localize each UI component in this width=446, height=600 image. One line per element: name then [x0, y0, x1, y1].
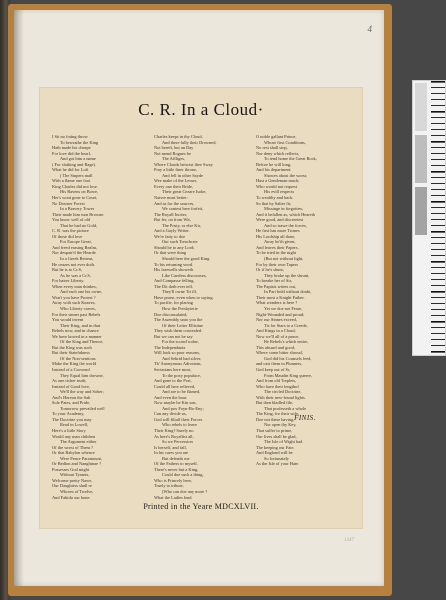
- poem-line: Have prone, even when to saying.: [154, 294, 214, 300]
- poem-line: C. R. was the picture: [52, 228, 89, 234]
- poem-line: And Englond will be: [256, 450, 293, 456]
- poem-line: Whose first Conditions,: [264, 139, 306, 145]
- poem-line: But the King was such: [52, 344, 92, 350]
- poem-line: Nor open thy Key,: [264, 422, 297, 428]
- poem-line: Where Clouds betwixt thee Sway: [154, 161, 213, 167]
- poem-line: And gone to the Port,: [154, 378, 192, 384]
- poem-line: And even the boar.: [154, 394, 188, 400]
- poem-line: Hast a Gentleman much;: [256, 178, 300, 184]
- poem-line: Should be to any Lord;: [154, 244, 195, 250]
- gray-patch: [415, 135, 427, 183]
- poem-line: O noble gallant Prince,: [256, 134, 297, 139]
- poem-line: And Fabidu our hone.: [52, 494, 91, 500]
- poem-line: The Isle of Wight had: [264, 439, 303, 445]
- poem-line: What he did for Loft: [52, 167, 89, 173]
- poem-line: Of the King and Thence,: [60, 339, 104, 345]
- broadside-title: C. R. In a Cloud·: [138, 100, 264, 119]
- poem-line: Of those did love: [52, 233, 83, 239]
- poem-line: In a Greek Retreat,: [60, 256, 94, 262]
- poem-line: To breake her of Sir,: [256, 278, 292, 284]
- poem-line: Instead of a Crowned: [52, 366, 90, 372]
- poem-line: His evill respects: [264, 189, 295, 195]
- poem-line: And got him a name: [60, 156, 96, 162]
- scanned-page: [14, 10, 384, 586]
- poem-line: Who rebels to leave: [162, 422, 197, 428]
- poem-line: The Posty, or else Kir,: [162, 222, 202, 228]
- poem-line: Rebels now, and in chance: [52, 328, 99, 334]
- poem-line: To bewrathe the King: [60, 139, 99, 145]
- poem-line: In a Bravery Tower: [60, 206, 95, 212]
- poem-line: And there fully their Drowned,: [162, 139, 217, 145]
- poem-line: With a flame one foot: [52, 178, 91, 184]
- poem-line: His Lordship all done,: [256, 233, 296, 239]
- poem-line: Every one their Bride,: [154, 183, 194, 189]
- poem-line: Missinge in forgotten,: [264, 206, 303, 212]
- poem-line: What wonders is here ?: [256, 300, 298, 306]
- poem-line: They broke up the shrunt,: [264, 272, 310, 278]
- poem-line: The Dit doth ever tell,: [154, 283, 193, 289]
- poem-line: The King, for their wife,: [256, 411, 300, 417]
- poem-line: Welcome pretty Nawe,: [52, 477, 93, 483]
- poem-line: Can any divide us,: [154, 411, 187, 417]
- poem-line: and cast them in Plunners,: [256, 361, 303, 367]
- poem-line: And leaves their Papers.: [256, 244, 299, 250]
- poem-line: And fell in other Sayde: [162, 172, 203, 178]
- poem-line: Showes about the worst;: [264, 172, 308, 178]
- poem-line: The circled Doctrine,: [264, 389, 302, 395]
- broadside-sheet: [40, 88, 362, 528]
- poem-line: For love did the hearl,: [52, 150, 91, 156]
- poem-line: ( For sluthing and Rage).: [52, 161, 97, 167]
- poem-line: Hath made his cheape: [52, 145, 91, 151]
- poem-line: The Doctrine you may: [52, 416, 92, 422]
- poem-line: Would any man children: [52, 433, 96, 439]
- poem-line: Whores of Twelve,: [60, 489, 94, 494]
- poem-line: Natvre must better:: [154, 195, 188, 201]
- scale-ruler: [412, 80, 446, 356]
- poem-line: The Affliges,: [162, 156, 186, 162]
- poem-line: We have bowed in a manner: [52, 333, 102, 339]
- poem-line: They Equal him drowne,: [60, 372, 104, 378]
- poem-line: For the scrawl todav,: [162, 339, 199, 345]
- poem-line: We'll the way and Sober;: [60, 389, 104, 395]
- poem-line: He first has more Trimes: [256, 228, 300, 234]
- poem-line: Of the worst of Them ?: [52, 444, 94, 450]
- poem-line: Our such Treachcrie: [162, 239, 198, 245]
- poem-line: To pacifie, for placing: [154, 300, 193, 306]
- poem-line: Doe not these having,: [256, 416, 295, 422]
- poem-line: To be tried in the night: [256, 250, 297, 256]
- poem-line: God keep out of Sr,: [256, 366, 291, 372]
- poem-line: Nor despair'd the Hearde: [52, 250, 96, 256]
- poem-line: Nor our Sinnes exceed,: [256, 317, 297, 323]
- poem-line: But we can not be say: [154, 333, 193, 339]
- poem-line: They'll owne Tri ill,: [162, 289, 197, 295]
- poem-line: Their King, and in that: [60, 322, 101, 328]
- poem-line: Or Bedlon and Nanghtnae ?: [52, 461, 102, 467]
- poem-line: Where come bitter shroud,: [256, 350, 303, 356]
- poem-line: Not bereft, but an Day: [154, 145, 194, 151]
- poem-line: ( The Smpers mall: [60, 172, 93, 178]
- poem-line: That professeth a whole: [264, 405, 307, 411]
- poem-line: We contest here forfeit,: [162, 206, 204, 212]
- poem-line: No rest shall stop,: [256, 145, 288, 151]
- poem-line: Who have their lengthof: [256, 383, 299, 389]
- poem-line: But defends me: [162, 455, 190, 461]
- poem-line: To the poxy populace,: [162, 372, 201, 378]
- poem-line: Wee make of the Lesser,: [154, 178, 197, 184]
- poem-line: That suffer to prime,: [256, 427, 293, 433]
- poem-line: To tend home the Great Rock,: [264, 156, 317, 162]
- poem-line: Won't you have Protest ?: [52, 294, 96, 300]
- poem-line: Here's a little Story: [52, 427, 86, 433]
- gray-patch: [415, 187, 427, 235]
- poem-line: Doe disconsulated,: [154, 311, 188, 317]
- poem-line: Be Rebels's which entire,: [264, 339, 309, 345]
- poem-line: This absurd and good,: [256, 344, 296, 350]
- poem-line: Now maybe be Kin son,: [154, 400, 197, 406]
- poem-line: Pray a little finer throne,: [154, 167, 198, 173]
- poem-line: So fortunately: [264, 455, 289, 461]
- poem-line: What the Ladies lend.: [154, 494, 193, 500]
- poem-line: They wish them concealed.: [154, 328, 203, 334]
- poem-line: As one richer truth;: [52, 378, 87, 384]
- poem-line: Could all here relieved,: [154, 383, 196, 389]
- poem-line: God will filtalf their Forces: [154, 416, 203, 422]
- poem-line: And so trawe the forces,: [264, 222, 307, 228]
- poem-line: Away with such Knaves,: [52, 300, 96, 306]
- poem-line: The Independants: [154, 344, 186, 350]
- poem-line: But their Statefulness: [52, 350, 90, 356]
- poem-line: Will look so poor reasons,: [154, 350, 201, 356]
- poem-line: The keeping our Fate.: [256, 444, 295, 450]
- poem-line: And as for the sources,: [154, 200, 195, 206]
- poem-line: Away be'th given,: [264, 239, 296, 245]
- poem-line: And Sebrid had silver,: [162, 355, 202, 361]
- poem-line: His farewells showeth: [154, 267, 194, 273]
- poem-line: And from old Treplets,: [256, 378, 297, 384]
- poem-line: Or that were thing: [154, 250, 187, 256]
- poem-line: Our Daughters shall re: [52, 483, 92, 489]
- imprint-line: Printed in the Yeare MDCXLVII.: [143, 502, 259, 511]
- poem-line: Or if he's shunt,: [256, 267, 284, 273]
- poem-line: King Charles did not lose.: [52, 183, 98, 189]
- poem-line: And Kings in a Cloud;: [256, 328, 296, 334]
- poem-line: Read in Lowell,: [60, 422, 89, 428]
- poem-line: Who Liberty craves,: [60, 305, 96, 311]
- poem-line: For by their own Tapers: [256, 261, 299, 267]
- poem-line: Tis for Stars to a Creede,: [264, 322, 308, 328]
- poem-line: But fer, on from Wit,: [154, 217, 191, 223]
- poem-line: And are to be flamed,: [162, 389, 201, 395]
- poem-line: So we Perversion: [162, 439, 193, 445]
- poem-line: Should here the good King: [162, 256, 210, 262]
- poem-line: Of their Letter Ellisitue: [162, 322, 204, 328]
- poem-line: We're fatty to doe: [154, 233, 186, 239]
- poem-line: To wealthy and back.: [256, 195, 294, 201]
- poem-line: With their new-found lights.: [256, 394, 306, 400]
- poem-line: And's Hereon the Salt: [52, 394, 91, 400]
- poem-line: You would invent: [52, 317, 84, 323]
- poem-line: For Europe Great,: [60, 239, 92, 245]
- library-stamp: 1347: [344, 538, 354, 543]
- poem-line: But then bladled file,: [256, 400, 294, 406]
- ruler-ticks: [431, 81, 445, 355]
- poem-line: To your Academy,: [52, 411, 85, 417]
- poem-line: I Sit no foting throw: [52, 134, 88, 139]
- poem-line: Is herself, and fall,: [154, 444, 187, 450]
- poem-line: Their King? Surely no.: [154, 427, 195, 433]
- poem-line: His Ravens on Bowe,: [60, 189, 99, 195]
- poem-line: Not mend Rogues be: [154, 150, 191, 156]
- poem-line: When every man thinkes,: [52, 283, 97, 289]
- poem-line: As he was a Cr.S,: [60, 272, 91, 278]
- poem-line: And a Gayly Writer.: [154, 228, 190, 234]
- text-column-3: [256, 134, 354, 490]
- poem-line: The Royall Inciter,: [154, 211, 188, 217]
- poem-line: For hairer Liberty.: [52, 278, 85, 284]
- poem-line: Possesses God might: [52, 466, 90, 472]
- poem-line: That he had no Gold,: [60, 222, 98, 228]
- poem-line: And each one his owne,: [60, 289, 103, 295]
- poem-line: Before he will long,: [256, 161, 292, 167]
- poem-line: Charles keeps in thy Cloud,: [154, 134, 203, 139]
- poem-line: No Downer Forest: [52, 200, 85, 206]
- poem-line: Truely to tribute,: [154, 483, 184, 489]
- poem-line: The Argument either: [60, 439, 97, 445]
- poem-line: The Assembly unto you the: [154, 317, 203, 323]
- text-column-1: [52, 134, 150, 500]
- poem-line: Could doe such a thing,: [162, 472, 204, 478]
- poem-line: And Compasse felling,: [154, 278, 195, 284]
- page-gutter: [14, 10, 24, 586]
- poem-line: Of the Fathers to myself,: [154, 461, 198, 467]
- poem-line: For their sinner past Rebels: [52, 311, 101, 317]
- poem-line: As the Isle of your Hate.: [256, 461, 300, 467]
- poem-line: And pox Foyn-Bo-Eny;: [162, 405, 204, 411]
- poem-line: Who would not request: [256, 183, 298, 189]
- poem-line: To his returning word.: [154, 261, 194, 267]
- poem-line: Yet we doe not Feare,: [264, 305, 303, 311]
- poem-line: How the Presbyterie: [162, 305, 198, 311]
- folio-number: 4: [367, 24, 372, 34]
- finis-mark: FINIS.: [294, 414, 316, 422]
- poem-line: Like Careless discourses,: [162, 272, 207, 278]
- poem-line: Th' Anonymous Adrostom,: [154, 361, 202, 367]
- poem-line: There's never but a King,: [154, 466, 199, 472]
- poem-line: Instead of Good love,: [52, 383, 91, 389]
- poem-line: Their most a Knight Father.: [256, 294, 305, 300]
- poem-line: Night-Wounded and proud;: [256, 311, 305, 317]
- poem-line: He ceazes not ever doth.: [52, 261, 96, 267]
- poem-line: In Part hold without doubt,: [264, 289, 312, 295]
- poem-line: From Maudin King queere,: [264, 372, 313, 378]
- poem-line: Tomorrow prevailed well: [60, 405, 105, 411]
- poem-line: Sectarians here most,: [154, 366, 192, 372]
- poem-line: Of the Non-sentious: [60, 355, 96, 361]
- poem-line: As here's Royallist all,: [154, 433, 194, 439]
- poem-line: But he is to Cr.S,: [52, 267, 83, 273]
- poem-line: Their made him turn Browne.: [52, 211, 105, 217]
- poem-line: So that by Salter fit,: [256, 200, 292, 206]
- poem-line: You know well of old: [52, 217, 91, 223]
- poem-line: In his cares you are: [154, 450, 189, 456]
- poem-line: (Who can doe any more ?: [162, 489, 208, 494]
- poem-line: Nor deny which reflects,: [256, 150, 300, 156]
- poem-line: God did his Counsels feed,: [264, 355, 312, 361]
- poem-line: Her's wont gone to Court,: [52, 195, 98, 201]
- poem-line: And freed erasing Realm,: [52, 244, 98, 250]
- poem-line: The Papists writes out,: [256, 283, 297, 289]
- gray-patch: [415, 83, 427, 131]
- poem-line: Who is Princely here,: [154, 477, 193, 483]
- poem-line: Without Tyrants,: [60, 472, 90, 478]
- poem-line: Make the King the world: [52, 361, 97, 367]
- poem-line: Our lives shall be glad,: [256, 433, 297, 439]
- poem-line: Sole Pates, and Pride,: [52, 400, 91, 406]
- poem-line: Their great Cezare Isoke,: [162, 189, 207, 195]
- poem-line: Or that Babylon whence: [52, 450, 95, 456]
- text-column-2: [154, 134, 252, 500]
- poem-line: (But not without light,: [264, 256, 304, 262]
- poem-line: And his department: [256, 167, 291, 173]
- poem-line: And it befallen as, which Heareth: [256, 211, 316, 217]
- poem-line: Were Pence Paramount,: [60, 455, 102, 461]
- poem-line: Were good, and discreetest: [256, 217, 304, 223]
- poem-line: Now we'll all of a peace,: [256, 333, 300, 339]
